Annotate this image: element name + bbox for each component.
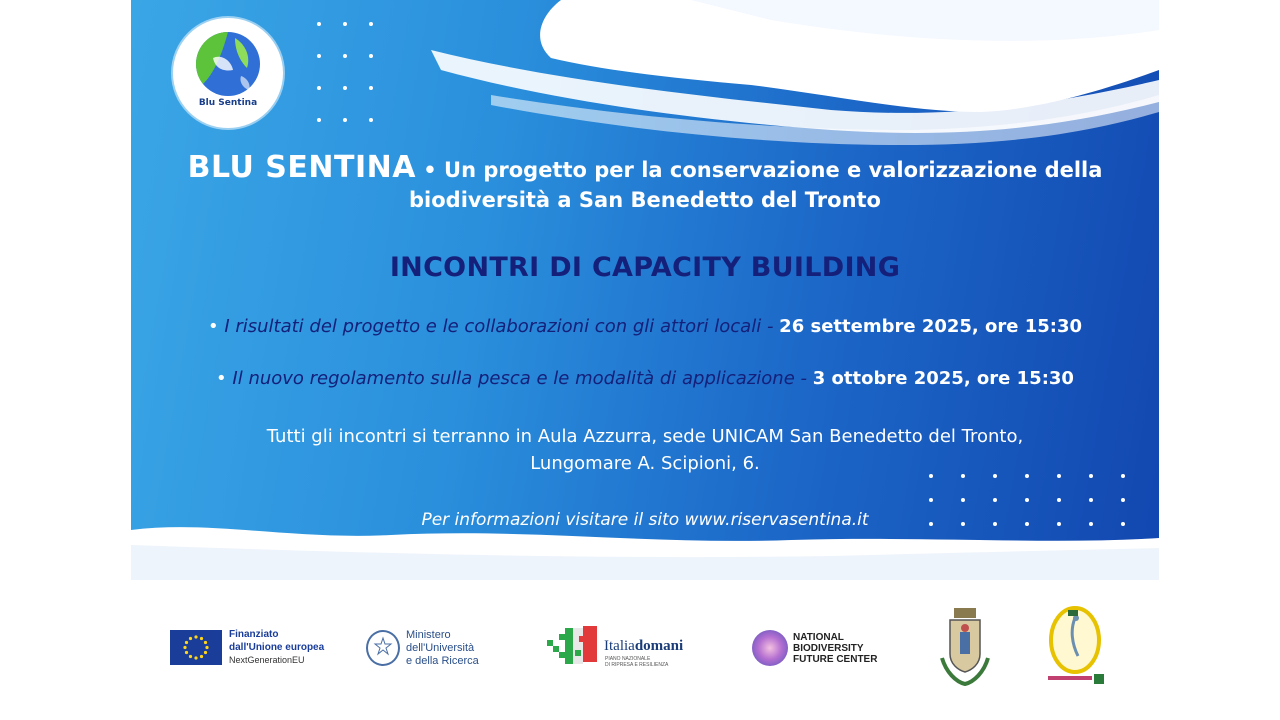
info-website: Per informazioni visitare il sito www.riservasentina.it	[421, 510, 869, 530]
globe-leaf-icon	[173, 18, 283, 128]
section-heading: INCONTRI DI CAPACITY BUILDING	[389, 252, 901, 283]
mur-line2: dell'Università	[406, 642, 475, 654]
event-separator: -	[761, 316, 780, 337]
bullet: •	[207, 316, 219, 337]
italiadomani-sub1: PIANO NAZIONALE	[605, 656, 651, 662]
mur-line1: Ministero	[406, 629, 451, 641]
venue-line1: Tutti gli incontri si terranno in Aula Azzurra, sede UNICAM San Benedetto del Tronto,	[266, 426, 1024, 447]
eu-line3: NextGenerationEU	[229, 655, 305, 665]
italiadomani-pixel-flag-icon	[545, 626, 599, 668]
event-date: 3 ottobre 2025, ore 15:30	[812, 368, 1074, 389]
nbfc-line2: BIODIVERSITY	[793, 643, 864, 654]
blu-sentina-logo	[173, 18, 283, 128]
eu-line2: dall'Unione europea	[229, 642, 325, 653]
event-separator: -	[794, 368, 813, 389]
mur-logo	[406, 629, 479, 668]
italiadomani-sub2: DI RIPRESA E RESILIENZA	[605, 662, 669, 668]
italiadomani-part1: Italia	[604, 638, 635, 654]
event-date: 26 settembre 2025, ore 15:30	[779, 316, 1083, 337]
project-title-line1	[131, 150, 1159, 185]
dot-grid-top	[317, 22, 395, 150]
project-brand: BLU SENTINA	[187, 150, 416, 185]
mur-line3: e della Ricerca	[406, 655, 479, 667]
eu-flag-icon	[170, 630, 222, 665]
event-item	[131, 316, 1159, 337]
italiadomani-subtitle	[605, 656, 668, 668]
riserva-sentina-logo-icon	[1040, 604, 1110, 688]
italiadomani-part2: domani	[634, 638, 684, 654]
municipality-crest-icon	[936, 606, 994, 688]
logo-label: Blu Sentina	[198, 98, 258, 108]
nbfc-sphere-icon	[752, 630, 788, 666]
eu-line1: Finanziato	[229, 629, 279, 640]
venue-line2: Lungomare A. Scipioni, 6.	[530, 453, 760, 474]
nbfc-logo	[793, 632, 877, 665]
title-separator: •	[423, 158, 437, 182]
project-title-line2: biodiversità a San Benedetto del Tronto	[409, 188, 881, 212]
bullet: •	[216, 368, 227, 389]
italian-republic-emblem-icon	[366, 630, 400, 666]
event-description: Il nuovo regolamento sulla pesca e le modalità di applicazione	[232, 368, 795, 389]
event-item	[131, 368, 1159, 389]
nbfc-line1: NATIONAL	[793, 632, 844, 643]
event-description: I risultati del progetto e le collaborazioni con gli attori locali	[224, 316, 762, 337]
italiadomani-logo	[604, 638, 683, 655]
nbfc-line3: FUTURE CENTER	[793, 654, 878, 665]
eu-funding-logo	[229, 628, 324, 667]
event-poster	[131, 0, 1159, 580]
title-text: Un progetto per la conservazione e valorizzazione della	[444, 158, 1103, 182]
